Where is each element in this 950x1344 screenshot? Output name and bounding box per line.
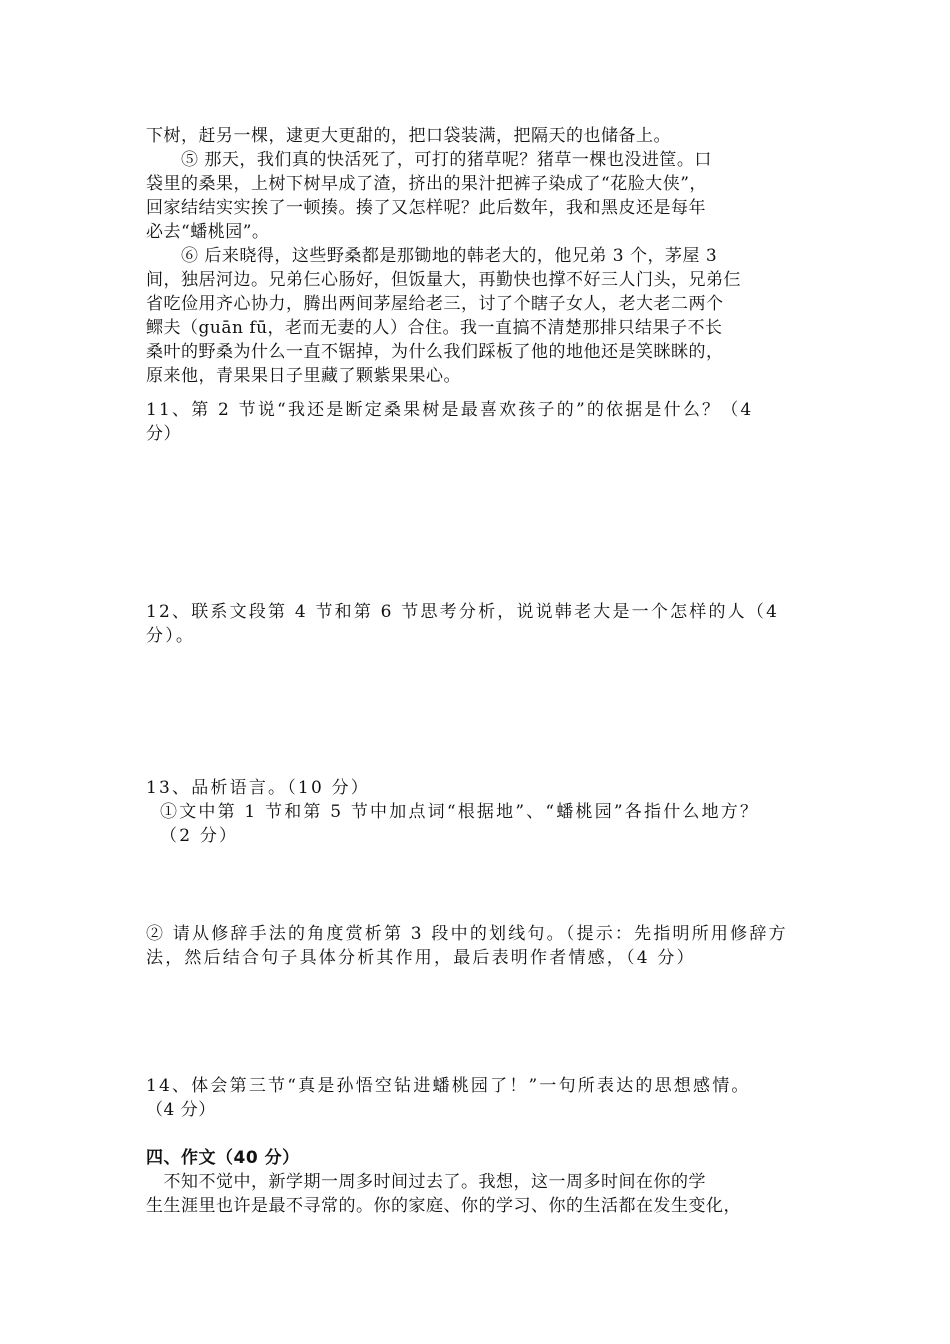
- question-text: （4 分）: [146, 1100, 216, 1120]
- passage-line: 间，独居河边。兄弟仨心肠好，但饭量大，再勤快也撑不好三人门头，兄弟仨: [146, 270, 741, 290]
- passage-line: 必去“蟠桃园”。: [146, 222, 270, 242]
- passage-line: 原来他，青果果日子里藏了颗紫果果心。: [146, 366, 461, 386]
- sub-question-1: （2 分）: [160, 826, 239, 846]
- passage-line: 鳏夫（guān fū，老而无妻的人）合住。我一直搞不清楚那排只结果子不长: [146, 318, 723, 338]
- sub-question-1: ①文中第 1 节和第 5 节中加点词“根据地”、“蟠桃园”各指什么地方？: [160, 802, 760, 822]
- passage-line: ⑥ 后来晓得，这些野桑都是那锄地的韩老大的，他兄弟 3 个，茅屋 3: [146, 246, 718, 266]
- passage-line: 省吃俭用齐心协力，腾出两间茅屋给老三，讨了个瞎子女人，老大老二两个: [146, 294, 724, 314]
- passage-line: 下树，赶另一棵，逮更大更甜的，把口袋装满，把隔天的也储备上。: [146, 126, 671, 146]
- passage-line: 桑叶的野桑为什么一直不锯掉，为什么我们踩板了他的地他还是笑眯眯的，: [146, 342, 724, 362]
- passage-line: 袋里的桑果，上树下树早成了渣，挤出的果汁把裤子染成了“花脸大侠”，: [146, 174, 707, 194]
- question-text: 14、体会第三节“真是孙悟空钻进蟠桃园了！”一句所表达的思想感情。: [146, 1076, 751, 1096]
- question-text: 分）。: [146, 626, 196, 646]
- sub-question-2: ② 请从修辞手法的角度赏析第 3 段中的划线句。（提示：先指明所用修辞方: [146, 924, 788, 944]
- essay-line: 生生涯里也许是最不寻常的。你的家庭、你的学习、你的生活都在发生变化，: [146, 1196, 741, 1216]
- question-text: 12、联系文段第 4 节和第 6 节思考分析，说说韩老大是一个怎样的人（4: [146, 602, 780, 622]
- passage-line: ⑤ 那天，我们真的快活死了，可打的猪草呢？猪草一棵也没进筐。口: [146, 150, 712, 170]
- essay-line: 不知不觉中，新学期一周多时间过去了。我想，这一周多时间在你的学: [146, 1172, 706, 1192]
- passage-line: 回家结结实实挨了一顿揍。揍了又怎样呢？此后数年，我和黑皮还是每年: [146, 198, 706, 218]
- section-heading: 四、作文（40 分）: [146, 1148, 300, 1168]
- question-text: 11、第 2 节说“我还是断定桑果树是最喜欢孩子的”的依据是什么？（4: [146, 400, 754, 420]
- question-text: 分）: [146, 424, 181, 444]
- question-title: 13、品析语言。（10 分）: [146, 778, 370, 798]
- sub-question-2: 法，然后结合句子具体分析其作用，最后表明作者情感，（4 分）: [146, 948, 696, 968]
